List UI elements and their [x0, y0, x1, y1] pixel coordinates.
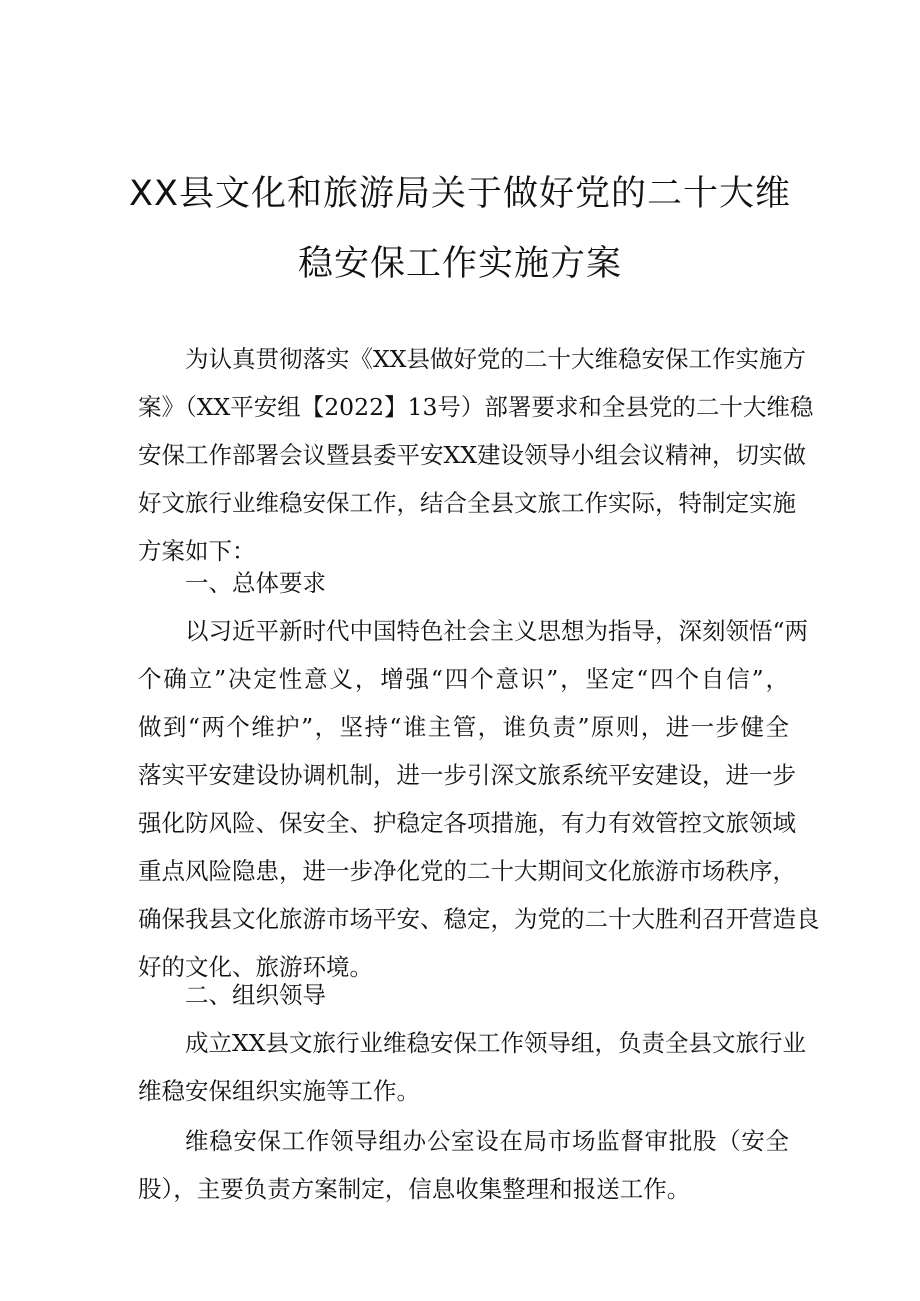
section-1-line: 个确立”决定性意义，增强“四个意识”，坚定“四个自信”，	[138, 665, 789, 693]
section-heading-organization-leadership: 二、组织领导	[185, 981, 326, 1009]
intro-line: 方案如下：	[138, 537, 256, 565]
section-1-line: 以习近平新时代中国特色社会主义思想为指导，深刻领悟“两	[185, 617, 809, 645]
intro-line: 为认真贯彻落实《XX县做好党的二十大维稳安保工作实施方	[185, 345, 806, 373]
section-heading-general-requirements: 一、总体要求	[185, 569, 326, 597]
section-2-line: 成立XX县文旅行业维稳安保工作领导组，负责全县文旅行业	[185, 1029, 806, 1057]
section-1-line: 确保我县文化旅游市场平安、稳定，为党的二十大胜利召开营造良	[138, 905, 820, 933]
section-2-line: 维稳安保组织实施等工作。	[138, 1077, 420, 1105]
intro-line: 案》（XX平安组【2022】13号）部署要求和全县党的二十大维稳	[138, 393, 814, 421]
section-2-line: 股），主要负责方案制定，信息收集整理和报送工作。	[138, 1175, 691, 1203]
intro-line: 好文旅行业维稳安保工作，结合全县文旅工作实际，特制定实施	[138, 489, 796, 517]
document-title-line-1: XX县文化和旅游局关于做好党的二十大维	[129, 174, 791, 214]
document-title-line-2: 稳安保工作实施方案	[297, 244, 622, 284]
section-1-line: 重点风险隐患，进一步净化党的二十大期间文化旅游市场秩序，	[138, 857, 796, 885]
section-1-line: 好的文化、旅游环境。	[138, 953, 373, 981]
section-1-line: 做到“两个维护”，坚持“谁主管，谁负责”原则，进一步健全	[138, 713, 789, 741]
section-1-line: 强化防风险、保安全、护稳定各项措施，有力有效管控文旅领域	[138, 809, 796, 837]
section-1-line: 落实平安建设协调机制，进一步引深文旅系统平安建设，进一步	[138, 761, 796, 789]
section-2-line: 维稳安保工作领导组办公室设在局市场监督审批股（安全	[185, 1127, 789, 1155]
intro-line: 安保工作部署会议暨县委平安XX建设领导小组会议精神，切实做	[138, 441, 806, 469]
